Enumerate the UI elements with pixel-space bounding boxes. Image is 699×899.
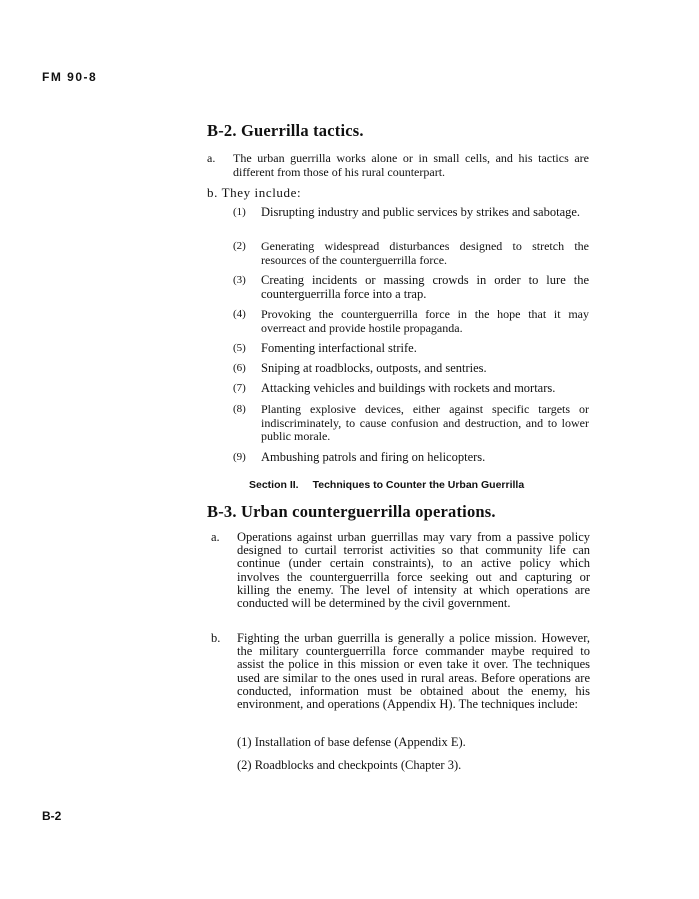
list-marker: (3) — [233, 274, 246, 286]
list-item: (2) Roadblocks and checkpoints (Chapter 3). — [237, 758, 462, 772]
para-text: Operations against urban guerrillas may vary from a passive policy designed to curtail terrorist activities so that community life can continue (under certain constraints), to an active policy which involves the counterguerrilla force seeking out and capturing or killing the enemy. The level of intensity at which operations are conducted will be determined by the civil government. — [237, 530, 590, 611]
para-b3-a — [211, 531, 590, 610]
para-b2-a — [207, 152, 589, 179]
para-marker: b. — [211, 631, 221, 645]
list-marker: (8) — [233, 403, 246, 415]
list-text: Creating incidents or massing crowds in order to lure the counterguerrilla force into a trap. — [261, 273, 589, 301]
para-marker: a. — [211, 530, 220, 544]
list-item — [233, 308, 589, 335]
para-b3-b — [211, 632, 590, 711]
running-header: FM 90-8 — [42, 70, 98, 84]
para-marker: b. — [207, 185, 218, 200]
list-item — [233, 403, 589, 444]
list-marker: (9) — [233, 451, 246, 463]
para-text: They include: — [221, 185, 302, 200]
list-text: Sniping at roadblocks, outposts, and sentries. — [261, 361, 487, 375]
list-text: Fomenting interfactional strife. — [261, 341, 417, 355]
list-item — [233, 451, 589, 465]
list-item: (1) Installation of base defense (Appendix E). — [237, 735, 466, 749]
list-item — [233, 240, 589, 267]
section-b3-title: B-3. Urban counterguerrilla operations. — [207, 502, 496, 521]
section-label: Section II. — [249, 479, 299, 491]
list-text: Attacking vehicles and buildings with rockets and mortars. — [261, 381, 556, 395]
para-marker: a. — [207, 151, 216, 165]
list-marker: (2) — [233, 240, 246, 252]
page-number: B-2 — [42, 809, 62, 823]
list-text: Planting explosive devices, either against specific targets or indiscriminately, to cause confusion and destruction, and to lower public morale. — [261, 402, 589, 443]
list-marker: (7) — [233, 382, 246, 394]
para-text: Fighting the urban guerrilla is generally a police mission. However, the military counterguerrilla force commander maybe required to assist the police in this mission or even take it over. The techniques used are similar to the ones used in rural areas. Before operations are conducted, information must be obtained about the enemy, his environment, and operations (Appendix H). The techniques include: — [237, 631, 590, 712]
list-text: Disrupting industry and public services by strikes and sabotage. — [261, 205, 581, 219]
list-text: Provoking the counterguerrilla force in the hope that it may overreact and provide hostile propaganda. — [261, 307, 589, 335]
list-item — [233, 362, 589, 376]
list-text: Generating widespread disturbances designed to stretch the resources of the counterguerrilla force. — [261, 239, 589, 267]
section-heading-title: Techniques to Counter the Urban Guerrilla — [312, 479, 525, 491]
para-b2-b — [207, 186, 301, 200]
list-marker: (5) — [233, 342, 246, 354]
list-marker: (4) — [233, 308, 246, 320]
list-item — [233, 206, 589, 220]
list-text: Ambushing patrols and firing on helicopters. — [261, 450, 486, 464]
para-text: The urban guerrilla works alone or in small cells, and his tactics are different from those of his rural counterpart. — [233, 151, 589, 179]
list-marker: (6) — [233, 362, 246, 374]
list-item — [233, 342, 589, 356]
list-item — [233, 274, 589, 301]
list-marker: (1) — [233, 206, 246, 218]
list-item — [233, 382, 589, 396]
section-b2-title: B-2. Guerrilla tactics. — [207, 121, 364, 140]
section-heading — [249, 479, 524, 491]
